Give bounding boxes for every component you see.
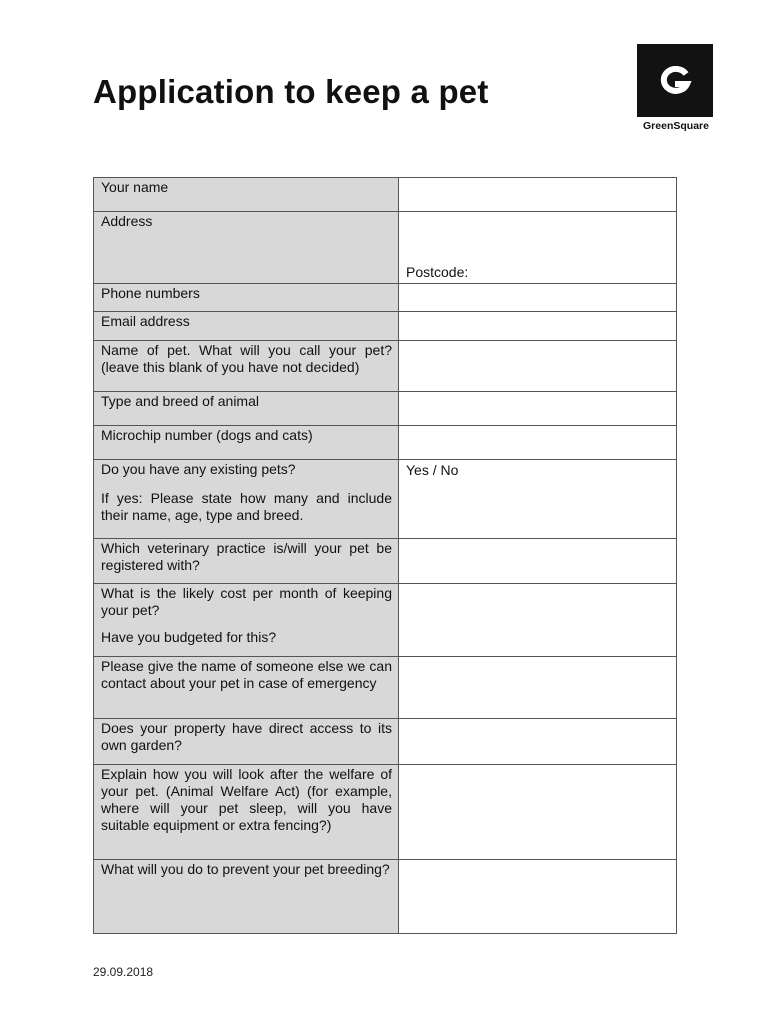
question-text: Address <box>101 213 153 229</box>
form-row-cost <box>94 584 677 657</box>
form-row-welfare <box>94 765 677 860</box>
garden-access-field[interactable] <box>399 719 677 765</box>
question-cell <box>94 719 399 765</box>
microchip-number-field[interactable] <box>399 426 677 460</box>
form-row-existing-pets <box>94 460 677 539</box>
question-cell <box>94 212 399 284</box>
question-cell <box>94 460 399 539</box>
question-cell <box>94 426 399 460</box>
question-subtext: Have you budgeted for this? <box>101 629 277 645</box>
question-cell <box>94 178 399 212</box>
question-cell <box>94 765 399 860</box>
question-text: What will you do to prevent your pet breeding? <box>101 861 390 877</box>
form-row-phone <box>94 284 677 312</box>
question-cell <box>94 312 399 341</box>
question-cell <box>94 284 399 312</box>
page-title: Application to keep a pet <box>93 73 489 110</box>
question-cell <box>94 341 399 392</box>
footer-date: 29.09.2018 <box>93 965 154 979</box>
question-cell <box>94 539 399 584</box>
question-cell <box>94 392 399 426</box>
question-text: Explain how you will look after the welfare of your pet. (Animal Welfare Act) (for example, where will your pet sleep, will you have suitable equipment or extra fencing?) <box>101 766 392 833</box>
question-cell <box>94 584 399 657</box>
greensquare-logo <box>637 44 715 132</box>
form-row-breeding <box>94 860 677 934</box>
email-address-field[interactable] <box>399 312 677 341</box>
form-row-vet <box>94 539 677 584</box>
question-cell <box>94 657 399 719</box>
question-text: Email address <box>101 313 190 329</box>
form-row-email <box>94 312 677 341</box>
logo-wordmark: GreenSquare <box>643 120 709 132</box>
question-text: Please give the name of someone else we can contact about your pet in case of emergency <box>101 658 392 691</box>
question-text: Microchip number (dogs and cats) <box>101 427 313 443</box>
veterinary-practice-field[interactable] <box>399 539 677 584</box>
emergency-contact-field[interactable] <box>399 657 677 719</box>
form-row-microchip <box>94 426 677 460</box>
question-text: Phone numbers <box>101 285 200 301</box>
address-field[interactable] <box>399 212 677 284</box>
welfare-explanation-field[interactable] <box>399 765 677 860</box>
form-row-emergency-contact <box>94 657 677 719</box>
yes-no-options[interactable]: Yes / No <box>406 462 459 478</box>
type-breed-field[interactable] <box>399 392 677 426</box>
form-row-your-name <box>94 178 677 212</box>
form-row-garden <box>94 719 677 765</box>
form-row-pet-name <box>94 341 677 392</box>
question-text: Do you have any existing pets? <box>101 461 296 477</box>
question-text: Which veterinary practice is/will your pet be registered with? <box>101 540 392 573</box>
prevent-breeding-field[interactable] <box>399 860 677 934</box>
pet-application-form <box>93 177 677 934</box>
question-text: Your name <box>101 179 169 195</box>
pet-name-field[interactable] <box>399 341 677 392</box>
form-row-type-breed <box>94 392 677 426</box>
your-name-field[interactable] <box>399 178 677 212</box>
postcode-label: Postcode: <box>406 264 469 280</box>
existing-pets-field[interactable] <box>399 460 677 539</box>
question-text: Does your property have direct access to its own garden? <box>101 720 392 753</box>
question-cell <box>94 860 399 934</box>
greensquare-g-logo-icon <box>637 44 713 117</box>
question-text: Name of pet. What will you call your pet? (leave this blank of you have not decided) <box>101 342 392 375</box>
phone-numbers-field[interactable] <box>399 284 677 312</box>
form-row-address <box>94 212 677 284</box>
question-subtext: If yes: Please state how many and include their name, age, type and breed. <box>101 490 392 523</box>
question-text: Type and breed of animal <box>101 393 259 409</box>
question-text: What is the likely cost per month of keeping your pet? <box>101 585 392 618</box>
monthly-cost-field[interactable] <box>399 584 677 657</box>
